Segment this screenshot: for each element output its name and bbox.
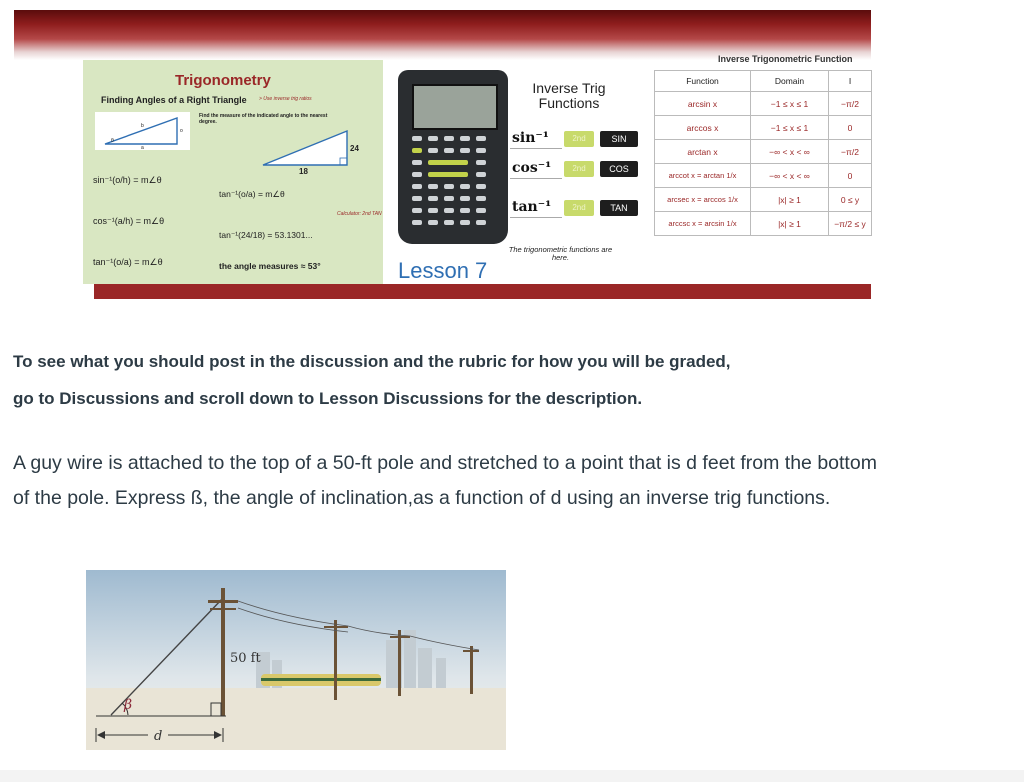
pole [221, 588, 225, 716]
table-cell: 0 [829, 164, 872, 188]
second-key: 2nd [564, 200, 594, 216]
panel-title: Trigonometry [175, 72, 271, 89]
panel-subtitle: Finding Angles of a Right Triangle [101, 95, 247, 105]
tan-general-equation: tan⁻¹(o/a) = m∠θ [219, 189, 285, 199]
table-header-cell: Domain [751, 71, 829, 92]
tan-key-row [508, 198, 658, 220]
second-key: 2nd [564, 161, 594, 177]
banner-top-bar [14, 10, 871, 60]
sin-inverse-label: sin⁻¹ [512, 130, 549, 146]
table-header-cell: I [829, 71, 872, 92]
triangle-diagram [95, 112, 190, 150]
problem-statement: A guy wire is attached to the top of a 50-ft pole and stretched to a point that is d feet from the bottom of the pole. Express ß, the angle of inclination,as a function of d using an inverse trig functions. [13, 452, 877, 509]
panel-instruction: Find the measure of the indicated angle to the nearest degree. [199, 113, 328, 125]
side-24-label: 24 [350, 144, 359, 153]
table-cell: arccos x [655, 116, 751, 140]
trig-angles-panel [83, 60, 383, 284]
table-cell: −∞ < x < ∞ [751, 164, 829, 188]
tan-inverse-equation: tan⁻¹(o/a) = m∠θ [93, 257, 163, 267]
table-row [655, 188, 872, 212]
discussion-instruction-line-1: To see what you should post in the discussion and the rubric for how you will be graded, [13, 352, 731, 371]
cos-inverse-equation: cos⁻¹(a/h) = m∠θ [93, 216, 165, 226]
triangle-label-o: o [180, 128, 183, 134]
table-cell: arctan x [655, 140, 751, 164]
second-key: 2nd [564, 131, 594, 147]
cos-inverse-label: cos⁻¹ [512, 160, 552, 176]
lesson-label: Lesson 7 [398, 258, 488, 283]
angle-result: the angle measures ≈ 53° [219, 261, 321, 271]
pole-height-label: 50 ft [230, 651, 261, 666]
table-cell: −∞ < x < ∞ [751, 140, 829, 164]
angle-beta-label: β [124, 697, 133, 713]
table-row [655, 164, 872, 188]
guy-wire-figure [86, 570, 506, 750]
side-18-label: 18 [299, 167, 308, 176]
table-cell: −1 ≤ x ≤ 1 [751, 116, 829, 140]
table-header-cell: Function [655, 71, 751, 92]
table-row [655, 212, 872, 236]
calculator-note: Calculator: 2nd TAN [337, 211, 382, 217]
tan-inverse-label: tan⁻¹ [512, 199, 552, 215]
sin-key-row [508, 129, 658, 151]
triangle-label-b: b [141, 123, 144, 129]
inverse-trig-table [654, 70, 871, 280]
sin-key: SIN [600, 131, 638, 147]
table-cell: arccot x = arctan 1/x [655, 164, 751, 188]
tan-numeric-equation: tan⁻¹(24/18) = 53.1301... [219, 230, 313, 240]
table-row [655, 92, 872, 116]
trig-functions-note: The trigonometric functions are here. [508, 245, 613, 262]
triangle-label-a: a [141, 145, 144, 151]
inverse-trig-keys-panel [508, 66, 658, 266]
table-cell: arccsc x = arcsin 1/x [655, 212, 751, 236]
table-cell: −π/2 [829, 140, 872, 164]
graphing-calculator-image [398, 70, 508, 244]
table-cell: 0 ≤ y [829, 188, 872, 212]
banner-bottom-bar [94, 284, 871, 299]
table-cell: −π/2 [829, 92, 872, 116]
tan-key: TAN [600, 200, 638, 216]
discussion-instruction-line-2: go to Discussions and scroll down to Lesson Discussions for the description. [13, 389, 643, 408]
cos-key-row [508, 159, 658, 181]
page-bottom-strip [0, 770, 1024, 782]
calculator-screen [412, 84, 498, 130]
lesson-banner-image [14, 10, 871, 300]
table-row [655, 140, 872, 164]
triangle-24-18-diagram [259, 125, 363, 176]
table-cell: arcsin x [655, 92, 751, 116]
inverse-trig-title: Inverse Trig Functions [532, 80, 606, 111]
guy-wire-illustration [86, 570, 506, 750]
sin-inverse-equation: sin⁻¹(o/h) = m∠θ [93, 175, 162, 185]
table-cell: arcsec x = arccos 1/x [655, 188, 751, 212]
table-cell: −1 ≤ x ≤ 1 [751, 92, 829, 116]
distance-d-label: d [154, 729, 163, 744]
triangle-label-theta: θ [111, 138, 114, 144]
table-cell: −π/2 ≤ y [829, 212, 872, 236]
table-header-row [655, 71, 872, 92]
cos-key: COS [600, 161, 638, 177]
table-cell: |x| ≥ 1 [751, 212, 829, 236]
table-cell: 0 [829, 116, 872, 140]
panel-note: > Use inverse trig ratios [259, 96, 312, 102]
table-row [655, 116, 872, 140]
inverse-trig-table-title: Inverse Trigonometric Function [718, 54, 853, 64]
table-cell: |x| ≥ 1 [751, 188, 829, 212]
